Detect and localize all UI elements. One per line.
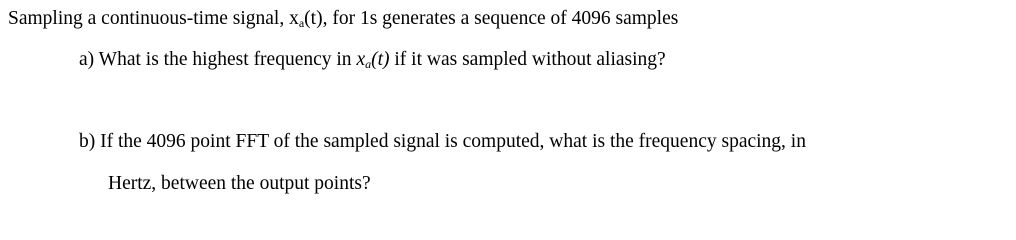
- intro-text-end: (t), for 1s generates a sequence of 4096 samples: [304, 8, 679, 29]
- question-a-subscript: a: [365, 57, 372, 71]
- question-a-variable-arg: (t): [371, 49, 390, 70]
- question-a-text-start: What is the highest frequency in: [94, 49, 357, 70]
- intro-subscript: a: [298, 16, 305, 30]
- question-a-text-end: if it was sampled without aliasing?: [389, 49, 666, 70]
- intro-text-start: Sampling a continuous-time signal, x: [8, 8, 299, 29]
- problem-intro: [8, 7, 678, 35]
- question-a: [79, 48, 666, 76]
- question-a-label: a): [79, 49, 95, 70]
- question-b-line-2: Hertz, between the output points?: [108, 173, 371, 194]
- question-b-line-1: b) If the 4096 point FFT of the sampled signal is computed, what is the frequency spacing, in: [79, 131, 806, 152]
- question-a-variable: x: [356, 49, 366, 70]
